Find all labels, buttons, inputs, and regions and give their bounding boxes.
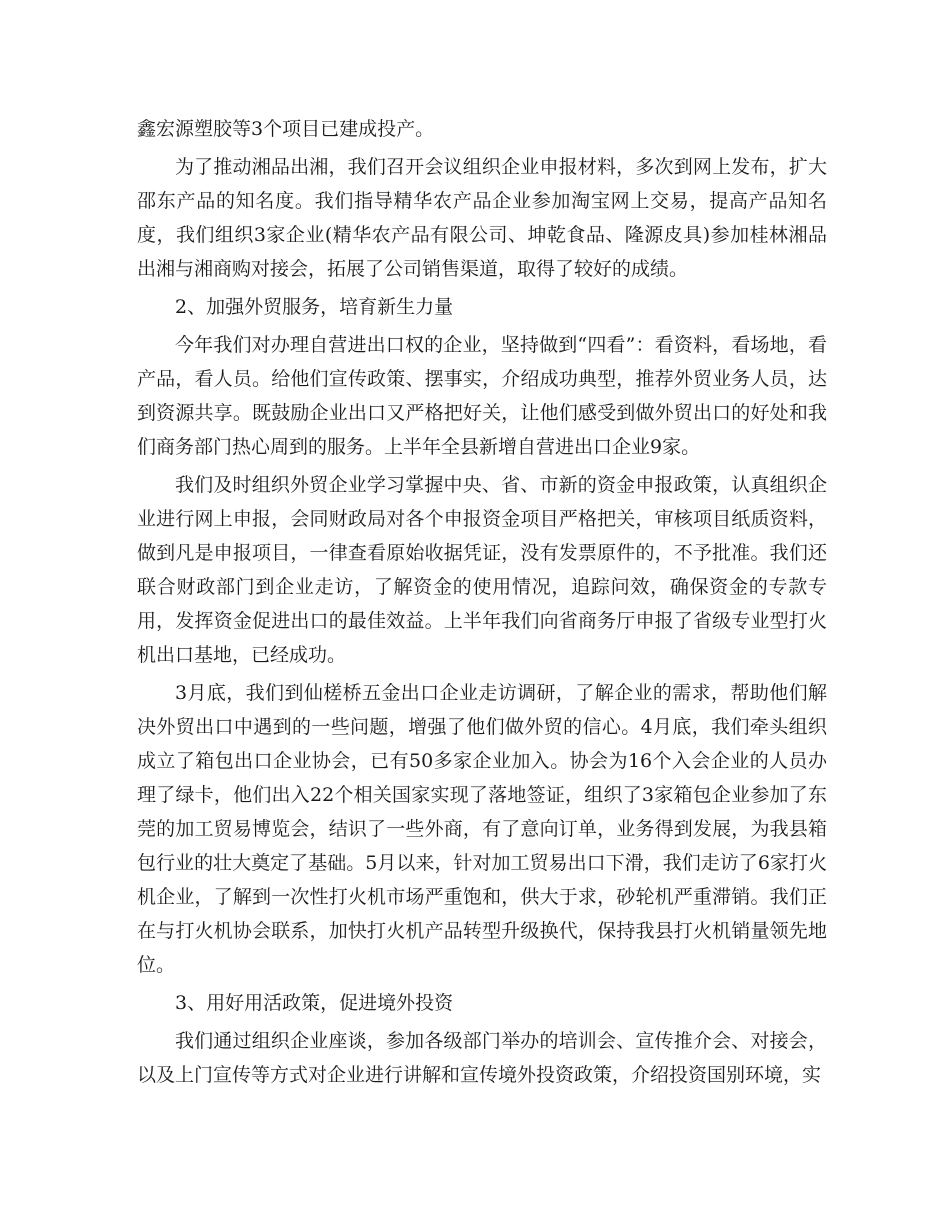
section-heading-foreign-trade: 2、加强外贸服务，培育新生力量 [175,296,454,318]
paragraph-four-checks: 今年我们对办理自营进出口权的企业，坚持做到“四看”：看资料，看场地，看产品，看人员。给他们宣传政策、摆事实，介绍成功典型，推荐外贸业务人员，达到资源共享。既鼓励企业出口又严格把好关，让他们感受到做外贸出口的好处和我们商务部门热心周到的服务。上半年全县新增自营进出口企业9家。 [137,334,827,458]
paragraph-enterprise-visits: 3月底，我们到仙槎桥五金出口企业走访调研，了解企业的需求，帮助他们解决外贸出口中遇到的一些问题，增强了他们做外贸的信心。4月底，我们牵头组织成立了箱包出口企业协会，已有50多家企业加入。协会为16个入会企业的人员办理了绿卡，他们出入22个相关国家实现了落地签证，组织了3家箱包企业参加了东莞的加工贸易博览会，结识了一些外商，有了意向订单，业务得到发展，为我县箱包行业的壮大奠定了基础。5月以来，针对加工贸易出口下滑，我们走访了6家打火机企业，了解到一次性打火机市场严重饱和，供大于求，砂轮机严重滞销。我们正在与打火机协会联系，加快打火机产品转型升级换代，保持我县打火机销量领先地位。 [137,682,827,976]
document-body [137,112,827,1096]
paragraph-fund-application: 我们及时组织外贸企业学习掌握中央、省、市新的资金申报政策，认真组织企业进行网上申报，会同财政局对各个申报资金项目严格把关，审核项目纸质资料，做到凡是申报项目，一律查看原始收据凭证，没有发票原件的，不予批准。我们还联合财政部门到企业走访，了解资金的使用情况，追踪问效，确保资金的专款专用，发挥资金促进出口的最佳效益。上半年我们向省商务厅申报了省级专业型打火机出口基地，已经成功。 [137,474,827,666]
section-heading-overseas-investment: 3、用好用活政策，促进境外投资 [175,992,454,1014]
paragraph-investment-policy: 我们通过组织企业座谈，参加各级部门举办的培训会、宣传推介会、对接会，以及上门宣传等方式对企业进行讲解和宣传境外投资政策，介绍投资国别环境，实 [137,1030,827,1086]
paragraph-products-promotion: 为了推动湘品出湘，我们召开会议组织企业申报材料，多次到网上发布，扩大邵东产品的知名度。我们指导精华农产品企业参加淘宝网上交易，提高产品知名度，我们组织3家企业(精华农产品有限公司、坤乾食品、隆源皮具)参加桂林湘品出湘与湘商购对接会，拓展了公司销售渠道，取得了较好的成绩。 [137,156,827,280]
paragraph-continuation: 鑫宏源塑胶等3个项目已建成投产。 [137,118,435,140]
